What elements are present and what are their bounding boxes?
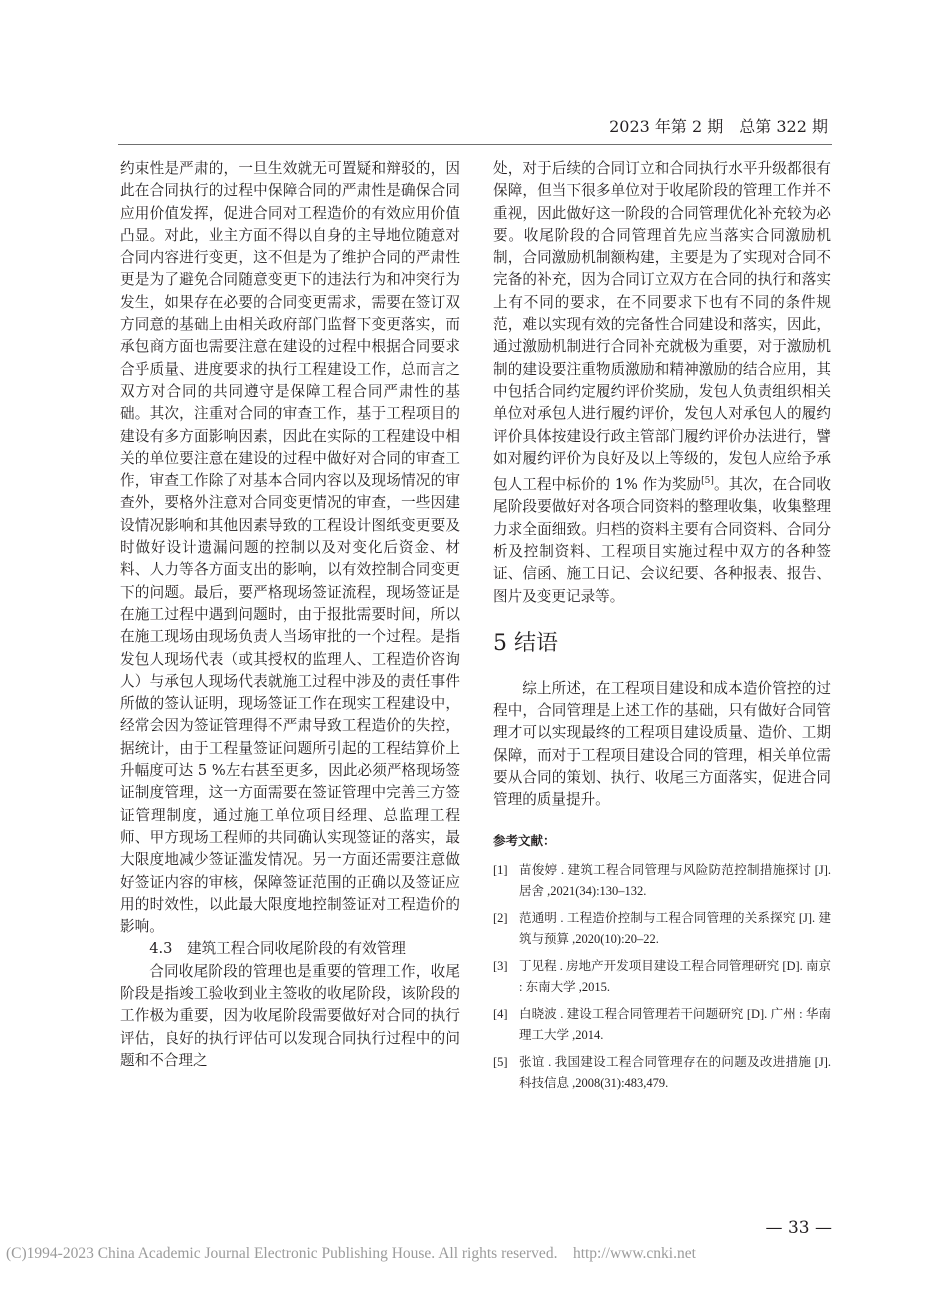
section-title: 5 结语 — [493, 630, 558, 656]
reference-number: [4] — [493, 1006, 508, 1021]
reference-text: 丁见程 . 房地产开发项目建设工程合同管理研究 [D]. 南京 : 东南大学 ,2015. — [519, 958, 831, 994]
paragraph-text-tail: 。其次，在合同收尾阶段要做好对各项合同资料的整理收集，收集整理力求全面细致。归档的资料主要有合同资料、合同分析及控制资料、工程项目实施过程中双方的各种签证、信函、施工日记、会议纪要、各种报表、报告、图片及变更记录等。 — [493, 476, 831, 605]
reference-item — [493, 860, 831, 902]
reference-text: 范通明 . 工程造价控制与工程合同管理的关系探究 [J]. 建筑与预算 ,2020(10):20–22. — [519, 910, 831, 946]
running-header — [0, 116, 950, 152]
header-rule — [118, 144, 832, 145]
body-paragraph — [493, 158, 831, 608]
references-title: 参考文献： — [493, 832, 556, 848]
body-paragraph: 约束性是严肃的，一旦生效就无可置疑和辩驳的，因此在合同执行的过程中保障合同的严肃性是确保合同应用价值发挥，促进合同对工程造价的有效应用价值凸显。对此，业主方面不得以自身的主导地位随意对合同内容进行变更，这不但是为了维护合同的严肃性更是为了避免合同随意变更下的违法行为和冲突行为发生，如果存在必要的合同变更需求，需要在签订双方同意的基础上由相关政府部门监督下变更落实，而承包商方面也需要注意在建设的过程中根据合同要求合乎质量、进度要求的执行工程建设工作，总而言之双方对合同的共同遵守是保障工程合同严肃性的基础。其次，注重对合同的审查工作，基于工程项目的建设有多方面影响因素，因此在实际的工程建设中相关的单位要注意在建设的过程中做好对合同的审查工作，审查工作除了对基本合同内容以及现场情况的审查外，要格外注意对合同变更情况的审查，一些因建设情况影响和其他因素导致的工程设计图纸变更要及时做好设计遗漏问题的控制以及对变化后资金、材料、人力等各方面支出的影响，以有效控制合同变更下的问题。最后，要严格现场签证流程，现场签证是在施工过程中遇到问题时，由于报批需要时间，所以在施工现场由现场负责人当场审批的一个过程。是指发包人现场代表（或其授权的监理人、工程造价咨询人）与承包人现场代表就施工过程中涉及的责任事件所做的签认证明，现场签证工作在现实工程建设中，经常会因为签证管理得不严肃导致工程造价的失控，据统计，由于工程量签证问题所引起的工程结算价上升幅度可达 5 %左右甚至更多，因此必须严格现场签证制度管理，这一方面需要在签证管理中完善三方签证管理制度，通过施工单位项目经理、总监理工程师、甲方现场工程师的共同确认实现签证的落实，最大限度地减少签证滥发情况。另一方面还需要注意做好签证内容的审核，保障签证范围的正确以及签证应用的时效性，以此最大限度地控制签证对工程造价的影响。 — [120, 160, 460, 936]
reference-text: 白晓波 . 建设工程合同管理若干问题研究 [D]. 广州 : 华南理工大学 ,2014. — [519, 1006, 831, 1042]
reference-text: 苗俊婷 . 建筑工程合同管理与风险防范控制措施探讨 [J]. 居舍 ,2021(34):130–132. — [519, 862, 831, 898]
body-paragraph: 合同收尾阶段的管理也是重要的管理工作，收尾阶段是指竣工验收到业主签收的收尾阶段，该阶段的工作极为重要，因为收尾阶段需要做好对合同的执行评估，良好的执行评估可以发现合同执行过程中的问题和不合理之 — [120, 962, 460, 1069]
reference-item — [493, 956, 831, 998]
copyright-notice: (C)1994-2023 China Academic Journal Electronic Publishing House. All rights reserved. http://www.cnki.net — [6, 1245, 696, 1262]
right-column — [493, 158, 831, 1100]
page-number: — 33 — — [765, 1218, 832, 1238]
reference-number: [1] — [493, 862, 508, 877]
reference-number: [2] — [493, 910, 508, 925]
citation-marker: [5] — [701, 476, 714, 487]
reference-item — [493, 908, 831, 950]
conclusion-paragraph: 综上所述，在工程项目建设和成本造价管控的过程中，合同管理是上述工作的基础，只有做好合同管理才可以实现最终的工程项目建设质量、造价、工期保障，而对于工程项目建设合同的管理，相关单位需要从合同的策划、执行、收尾三方面落实，促进合同管理的质量提升。 — [493, 679, 831, 809]
reference-item — [493, 1052, 831, 1094]
references-list — [493, 860, 831, 1094]
subsection-heading: 4.3 建筑工程合同收尾阶段的有效管理 — [149, 940, 406, 958]
reference-number: [5] — [493, 1054, 508, 1069]
left-column — [120, 158, 460, 1072]
reference-number: [3] — [493, 958, 508, 973]
issue-info: 2023 年第 2 期 总第 322 期 — [609, 117, 828, 136]
paragraph-text: 处，对于后续的合同订立和合同执行水平升级都很有保障，但当下很多单位对于收尾阶段的管理工作并不重视，因此做好这一阶段的合同管理优化补充较为必要。收尾阶段的合同管理首先应当落实合同激励机制，合同激励机制额构建，主要是为了实现对合同不完备的补充，因为合同订立双方在合同的执行和落实上有不同的要求，在不同要求下也有不同的条件规范，难以实现有效的完备性合同建设和落实，因此，通过激励机制进行合同补充就极为重要，对于激励机制的建设要注重物质激励和精神激励的结合应用，其中包括合同约定履约评价奖励，发包人负责组织相关单位对承包人进行履约评价，发包人对承包人的履约评价具体按建设行政主管部门履约评价办法进行，譬如对履约评价为良好及以上等级的，发包人应给予承包人工程中标价的 1% 作为奖励 — [493, 160, 831, 494]
reference-item — [493, 1004, 831, 1046]
reference-text: 张谊 . 我国建设工程合同管理存在的问题及改进措施 [J]. 科技信息 ,2008(31):483,479. — [519, 1054, 831, 1090]
